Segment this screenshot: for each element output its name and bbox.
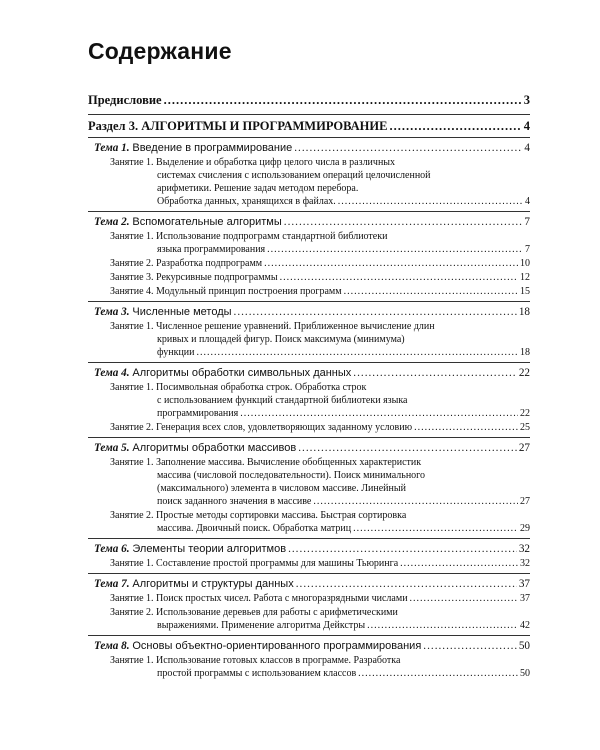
- dot-leader: [294, 141, 522, 155]
- lesson-text-line: арифметики. Решение задач методом перебора.: [157, 183, 359, 194]
- dot-leader: [410, 592, 518, 605]
- entry-page: 22: [518, 367, 530, 379]
- topic-number: Тема 2.: [94, 216, 130, 228]
- dot-leader: [344, 285, 518, 298]
- topic-label: [94, 542, 286, 556]
- toc-entry-topic[interactable]: [88, 141, 530, 155]
- divider: [88, 114, 530, 115]
- toc-entry-lesson[interactable]: [88, 509, 530, 535]
- lesson-text-line: языка программирования: [157, 244, 266, 255]
- toc-entry-preface[interactable]: [88, 92, 530, 108]
- topic-number: Тема 6.: [94, 543, 130, 555]
- dot-leader: [234, 305, 517, 319]
- lesson-text-line: кривых и площадей фигур. Поиск максимума (минимума): [157, 334, 405, 345]
- topic-block: [88, 577, 530, 636]
- toc-entry-topic[interactable]: [88, 542, 530, 556]
- topics-list: [88, 141, 530, 680]
- toc-entry-lesson[interactable]: [88, 320, 530, 359]
- lesson-text-line: поиск заданного значения в массиве: [157, 496, 312, 507]
- entry-page: 32: [518, 543, 530, 555]
- lesson-text-line: Занятие 1. Посимвольная обработка строк. Обработка строк: [110, 382, 367, 393]
- lesson-text-line: Занятие 1. Выделение и обработка цифр целого числа в различных: [110, 157, 396, 168]
- toc-entry-lesson[interactable]: [88, 271, 530, 284]
- divider: [88, 301, 530, 302]
- topic-number: Тема 7.: [94, 578, 130, 590]
- divider: [88, 137, 530, 138]
- dot-leader: [240, 407, 518, 420]
- dot-leader: [353, 366, 517, 380]
- entry-page: 15: [520, 286, 530, 297]
- toc-entry-lesson[interactable]: [88, 606, 530, 632]
- toc-entry-lesson[interactable]: [88, 156, 530, 208]
- lesson-text-line: Занятие 1. Составление простой программы для машины Тьюринга: [110, 558, 399, 569]
- dot-leader: [267, 243, 523, 256]
- entry-page: 37: [520, 593, 530, 604]
- entry-page: 3: [523, 93, 530, 107]
- table-of-contents: [88, 92, 530, 680]
- entry-label: Раздел 3. АЛГОРИТМЫ И ПРОГРАММИРОВАНИЕ: [88, 119, 388, 133]
- topic-label: [94, 141, 292, 155]
- lesson-text-line: Занятие 1. Заполнение массива. Вычисление обобщенных характеристик: [110, 457, 422, 468]
- lesson-text-line: простой программы с использованием классов: [157, 668, 357, 679]
- topic-label: [94, 366, 351, 380]
- lesson-text-line: массива. Двоичный поиск. Обработка матриц: [157, 523, 352, 534]
- lesson-text-line: Занятие 2. Использование деревьев для работы с арифметическими: [110, 607, 398, 618]
- toc-entry-lesson[interactable]: [88, 456, 530, 508]
- entry-page: 10: [520, 258, 530, 269]
- lesson-text-line: Занятие 4. Модульный принцип построения программ: [110, 286, 342, 297]
- toc-entry-topic[interactable]: [88, 366, 530, 380]
- lesson-text-line: Занятие 1. Использование готовых классов в программе. Разработка: [110, 655, 401, 666]
- topic-label: [94, 215, 282, 229]
- divider: [88, 538, 530, 539]
- topic-block: [88, 366, 530, 438]
- toc-entry-lesson[interactable]: [88, 557, 530, 570]
- lesson-text-line: Занятие 2. Генерация всех слов, удовлетворяющих заданному условию: [110, 422, 413, 433]
- topic-title: Алгоритмы обработки символьных данных: [132, 367, 352, 379]
- dot-leader: [367, 619, 518, 632]
- dot-leader: [338, 195, 523, 208]
- divider: [88, 573, 530, 574]
- dot-leader: [296, 577, 517, 591]
- entry-page: 42: [520, 620, 530, 631]
- dot-leader: [313, 495, 518, 508]
- topic-number: Тема 4.: [94, 367, 130, 379]
- topic-label: [94, 441, 296, 455]
- topic-title: Вспомогательные алгоритмы: [132, 216, 282, 228]
- toc-entry-topic[interactable]: [88, 577, 530, 591]
- topic-number: Тема 3.: [94, 306, 130, 318]
- toc-entry-topic[interactable]: [88, 639, 530, 653]
- topic-number: Тема 8.: [94, 640, 130, 652]
- topic-label: [94, 639, 421, 653]
- topic-title: Алгоритмы и структуры данных: [132, 578, 294, 590]
- topic-title: Численные методы: [132, 306, 232, 318]
- toc-entry-lesson[interactable]: [88, 285, 530, 298]
- entry-page: 50: [520, 668, 530, 679]
- page-title: Содержание: [88, 38, 232, 64]
- lesson-text-line: Занятие 1. Использование подпрограмм стандартной библиотеки: [110, 231, 388, 242]
- entry-page: 37: [518, 578, 530, 590]
- lesson-text-line: системах счисления с использованием операций целочисленной: [157, 170, 431, 181]
- lesson-text-line: с использованием функций стандартной библиотеки языка: [157, 395, 408, 406]
- lesson-text-line: Обработка данных, хранящихся в файлах.: [157, 196, 336, 207]
- lesson-text-line: программирования: [157, 408, 239, 419]
- dot-leader: [298, 441, 517, 455]
- topic-title: Элементы теории алгоритмов: [132, 543, 287, 555]
- entry-page: 18: [518, 306, 530, 318]
- lesson-text-line: Занятие 1. Поиск простых чисел. Работа с многоразрядными числами: [110, 593, 408, 604]
- entry-page: 32: [520, 558, 530, 569]
- lesson-text-line: функции: [157, 347, 195, 358]
- toc-entry-lesson[interactable]: [88, 592, 530, 605]
- entry-page: 29: [520, 523, 530, 534]
- lesson-text-line: массива (числовой последовательности). Поиск минимального: [157, 470, 426, 481]
- entry-label: Предисловие: [88, 93, 162, 107]
- toc-entry-lesson[interactable]: [88, 654, 530, 680]
- lesson-text-line: Занятие 1. Численное решение уравнений. Приближенное вычисление длин: [110, 321, 435, 332]
- toc-entry-lesson[interactable]: [88, 257, 530, 270]
- dot-leader: [358, 667, 518, 680]
- entry-page: 50: [518, 640, 530, 652]
- toc-entry-topic[interactable]: [88, 215, 530, 229]
- entry-page: 7: [524, 216, 530, 228]
- toc-entry-topic[interactable]: [88, 305, 530, 319]
- lesson-text-line: Занятие 2. Простые методы сортировки массива. Быстрая сортировка: [110, 510, 407, 521]
- lesson-text-line: Занятие 2. Разработка подпрограмм: [110, 258, 263, 269]
- dot-leader: [414, 421, 518, 434]
- dot-leader: [164, 92, 522, 108]
- topic-title: Алгоритмы обработки массивов: [132, 442, 297, 454]
- dot-leader: [353, 522, 518, 535]
- topic-label: [94, 305, 232, 319]
- topic-label: [94, 577, 294, 591]
- dot-leader: [400, 557, 518, 570]
- dot-leader: [264, 257, 518, 270]
- topic-block: [88, 215, 530, 302]
- divider: [88, 211, 530, 212]
- dot-leader: [197, 346, 519, 359]
- topic-number: Тема 5.: [94, 442, 130, 454]
- topic-title: Основы объектно-ориентированного программирования: [132, 640, 422, 652]
- divider: [88, 362, 530, 363]
- entry-page: 27: [520, 496, 530, 507]
- divider: [88, 437, 530, 438]
- entry-page: 4: [525, 196, 530, 207]
- dot-leader: [423, 639, 517, 653]
- lesson-text-line: (максимального) элемента в числовом массиве. Линейный: [157, 483, 406, 494]
- entry-page: 25: [520, 422, 530, 433]
- topic-block: [88, 542, 530, 574]
- entry-page: 4: [524, 142, 530, 154]
- entry-page: 18: [520, 347, 530, 358]
- entry-page: 4: [523, 119, 530, 133]
- toc-entry-lesson[interactable]: [88, 381, 530, 420]
- dot-leader: [288, 542, 517, 556]
- entry-page: 12: [520, 272, 530, 283]
- entry-page: 7: [525, 244, 530, 255]
- toc-entry-lesson[interactable]: [88, 230, 530, 256]
- topic-block: [88, 639, 530, 680]
- topic-title: Введение в программирование: [132, 142, 293, 154]
- lesson-text-line: Занятие 3. Рекурсивные подпрограммы: [110, 272, 278, 283]
- topic-block: [88, 441, 530, 539]
- toc-entry-lesson[interactable]: [88, 421, 530, 434]
- entry-page: 27: [518, 442, 530, 454]
- divider: [88, 635, 530, 636]
- dot-leader: [280, 271, 518, 284]
- dot-leader: [389, 118, 521, 134]
- lesson-text-line: выражениями. Применение алгоритма Дейкстры: [157, 620, 366, 631]
- topic-block: [88, 141, 530, 212]
- topic-number: Тема 1.: [94, 142, 130, 154]
- entry-page: 22: [520, 408, 530, 419]
- toc-entry-section[interactable]: [88, 118, 530, 134]
- topic-block: [88, 305, 530, 363]
- dot-leader: [284, 215, 523, 229]
- toc-entry-topic[interactable]: [88, 441, 530, 455]
